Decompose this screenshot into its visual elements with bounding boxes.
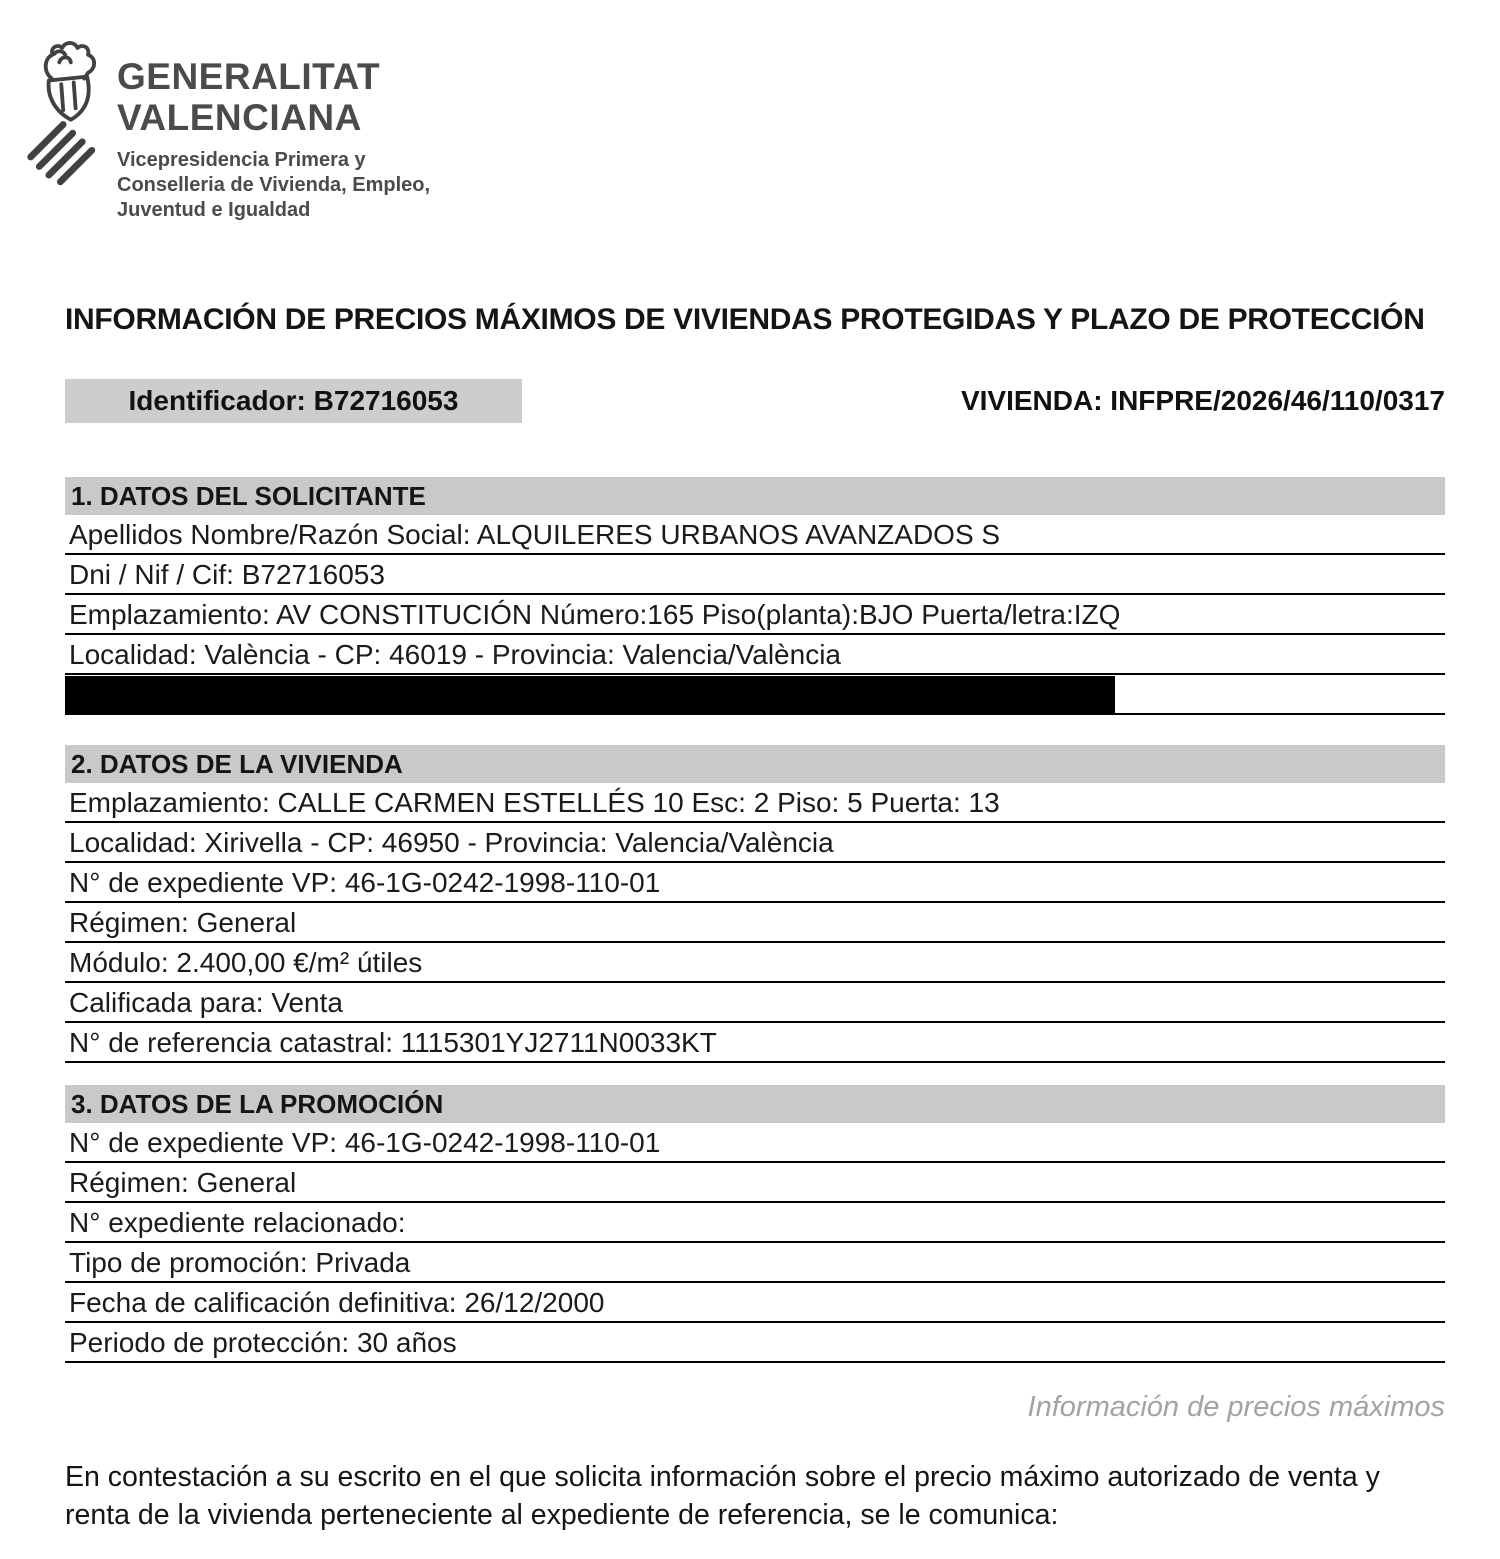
field-periodo-proteccion: Periodo de protección: 30 años	[65, 1323, 1445, 1363]
org-name-line2: VALENCIANA	[117, 97, 362, 138]
field-dni: Dni / Nif / Cif: B72716053	[65, 555, 1445, 595]
department-name	[117, 148, 430, 223]
field-regimen-promocion: Régimen: General	[65, 1163, 1445, 1203]
field-referencia-catastral: N° de referencia catastral: 1115301YJ2711N0033KT	[65, 1023, 1445, 1063]
field-localidad-solicitante: Localidad: València - CP: 46019 - Provincia: Valencia/València	[65, 635, 1445, 675]
section-heading-promocion: 3. DATOS DE LA PROMOCIÓN	[65, 1085, 1445, 1123]
department-line1: Vicepresidencia Primera y	[117, 149, 366, 171]
footer-note: Información de precios máximos	[1027, 1391, 1445, 1423]
field-localidad-vivienda: Localidad: Xirivella - CP: 46950 - Provincia: Valencia/València	[65, 823, 1445, 863]
field-expediente-vp-vivienda: N° de expediente VP: 46-1G-0242-1998-110-01	[65, 863, 1445, 903]
field-expediente-relacionado: N° expediente relacionado:	[65, 1203, 1445, 1243]
redaction-bar	[65, 676, 1115, 713]
generalitat-valenciana-emblem-icon	[23, 38, 111, 188]
field-expediente-vp-promocion: N° de expediente VP: 46-1G-0242-1998-110-01	[65, 1123, 1445, 1163]
department-line3: Juventud e Igualdad	[117, 199, 311, 221]
reference-row	[65, 379, 1445, 423]
section-heading-solicitante: 1. DATOS DEL SOLICITANTE	[65, 477, 1445, 515]
section-heading-vivienda: 2. DATOS DE LA VIVIENDA	[65, 745, 1445, 783]
field-emplazamiento-vivienda: Emplazamiento: CALLE CARMEN ESTELLÉS 10 Esc: 2 Piso: 5 Puerta: 13	[65, 783, 1445, 823]
logo-text	[117, 56, 430, 223]
field-fecha-calificacion: Fecha de calificación definitiva: 26/12/2000	[65, 1283, 1445, 1323]
field-apellidos: Apellidos Nombre/Razón Social: ALQUILERES URBANOS AVANZADOS S	[65, 515, 1445, 555]
field-regimen-vivienda: Régimen: General	[65, 903, 1445, 943]
field-redacted	[65, 675, 1445, 715]
field-tipo-promocion: Tipo de promoción: Privada	[65, 1243, 1445, 1283]
vivienda-reference: VIVIENDA: INFPRE/2026/46/110/0317	[960, 385, 1445, 416]
identifier-box: Identificador: B72716053	[65, 379, 522, 423]
field-modulo: Módulo: 2.400,00 €/m² útiles	[65, 943, 1445, 983]
document-title: INFORMACIÓN DE PRECIOS MÁXIMOS DE VIVIENDAS PROTEGIDAS Y PLAZO DE PROTECCIÓN	[65, 303, 1425, 336]
closing-paragraph: En contestación a su escrito en el que solicita información sobre el precio máximo autorizado de venta y renta de la vivienda perteneciente al expediente de referencia, se le comunica:	[65, 1461, 1380, 1531]
department-line2: Conselleria de Vivienda, Empleo,	[117, 174, 431, 196]
org-name-line1: GENERALITAT	[117, 56, 381, 97]
field-calificada-para: Calificada para: Venta	[65, 983, 1445, 1023]
logo-block	[23, 0, 1500, 221]
field-emplazamiento-solicitante: Emplazamiento: AV CONSTITUCIÓN Número:165 Piso(planta):BJO Puerta/letra:IZQ	[65, 595, 1445, 635]
